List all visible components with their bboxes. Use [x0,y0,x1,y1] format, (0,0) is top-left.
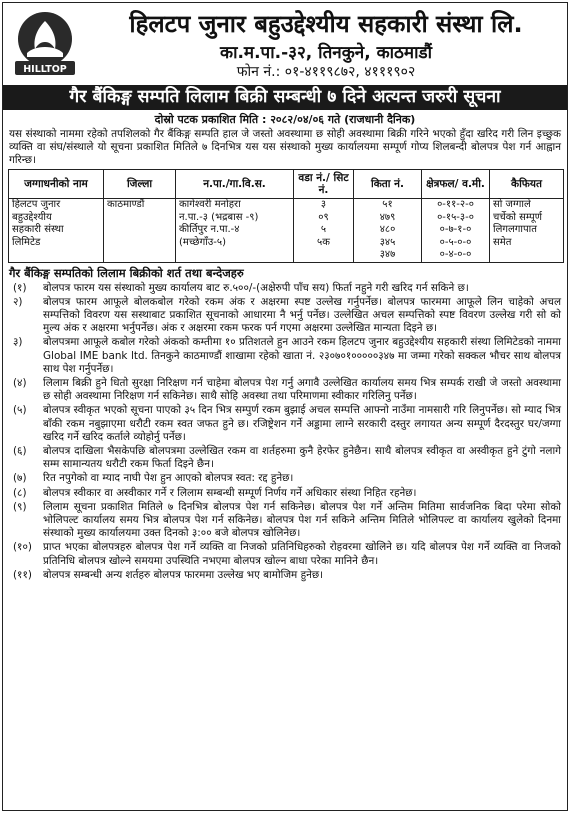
condition-item [7,445,561,471]
area-cell: ०-१५-३-० [422,212,490,225]
col-municipality: न.पा./गा.वि.स. [176,170,294,199]
ward-cell: ५क [294,237,354,250]
col-area: क्षेत्रफल/ व.मी. [422,170,490,199]
condition-item [7,336,561,376]
notice-page [2,2,568,811]
hilltop-logo [13,9,77,77]
conditions-list [3,282,567,582]
condition-item [7,282,561,295]
condition-number: (५) [13,404,27,417]
owner-line: हिलटप जुनार [9,199,104,212]
condition-number: (८) [13,486,27,499]
conditions-title: गैर बैंकिङ्ग सम्पतिको लिलाम बिक्रीको शर्त तथा बन्देजहरु [9,265,244,280]
col-district: जिल्ला [104,170,176,199]
condition-text: बोलपत्र स्वीकृत भएको सूचना पाएको ३५ दिन भित्र सम्पुर्ण रकम बुझाई अचल सम्पत्ति आफ्नो नाउँमा नामसारी गरि लिनुपर्नेछ। सो म्याद भित्र बाँकी रकम नबुझाएमा धरौटी रकम स्वत जफत हुने छ। रजिष्ट्रेशन गर्ने अड्डामा लाग्ने सरकारी दस्तुर लगायत अन्य सम्पूर्ण दैरदस्तुर घर/जग्गा खरिद गर्ने खरिद कर्ताले व्योहोर्नु पर्नेछ। [43,404,561,443]
ward-cell [294,249,354,262]
condition-text: लिलाम सूचना प्रकाशित मितिले ७ दिनभित्र बोलपत्र पेश गर्न सकिनेछ। बोलपत्र पेश गर्ने अन्तिम मितिमा सार्वजनिक बिदा परेमा सोको भोलिपल्ट कार्यालय समय भित्र बोलपत्र पेश गर्न सकिनेछ। बोलपत्र पेश गर्न सकिने अन्तिम मितिले भोलिपल्ट वा कार्यालय खुलेको दिनमा संस्थाको मुख्य कार्यालयमा उक्त दिनको ३:०० बजे बोलपत्र खोलिनेछ। [43,500,561,540]
condition-text: बोलपत्र दाखिला भैसकेपछि बोलपत्रमा उल्लेखित रकम वा शर्तहरुमा कुनै हेरफेर हुनेछैन। साथै बोलपत्र स्वीकृत वा अस्वीकृत हुने टुंगो नलागे सम्म सामान्यतय धरौटी रकम फिर्ता दिइने छैन। [43,444,561,471]
condition-text: बोलपत्र फारम आफूले बोलकबोल गरेको रकम अंक र अक्षरमा स्पष्ट उल्लेख गर्नुपर्नेछ। बोलपत्र फारममा आफूले लिन चाहेको अचल सम्पत्तिको विवरण यस सस्थाबाट प्रकाशित सूचनाको आधारमा नै भर्नु पर्नेछ। उल्लेखित अचल सम्पत्तिको स्पष्ट विवरण उल्लेख गरी सो को मुल्य अंक र अक्षरमा भर्नुपर्नेछ। अंक र अक्षरमा रकम फरक पर्न गएमा अक्षरमा उल्लेखित मान्यता दिइने छ। [43,295,561,335]
condition-number: (७) [13,472,27,485]
table-row [9,237,564,250]
condition-item [7,501,561,541]
kitta-cell: ३४७ [354,249,422,262]
property-table [8,169,564,263]
kitta-cell: ३४५ [354,237,422,250]
condition-item [7,472,561,485]
condition-item [7,296,561,336]
condition-item [7,377,561,403]
district-cell: काठमाण्डौं [104,199,176,212]
ward-cell: ०९ [294,212,354,225]
ward-cell: ५ [294,224,354,237]
municipality-line: (मच्छेगाँउ-५) [176,237,294,250]
col-kitta: किता नं. [354,170,422,199]
table-row [9,199,564,212]
table-row [9,224,564,237]
table-header-row [9,170,564,199]
area-cell: ०-४-०-० [422,249,490,262]
condition-text: बोलपत्रमा आफूले कबोल गरेको अंकको कम्तीमा १० प्रतिशतले हुन आउने रकम हिलटप जुनार बहुउद्देश्यीय सहकारी संस्था लिमिटेडको नाममा Global IME bank ltd. तिनकुने काठमाण्डौं शाखामा रहेको खाता नं. २३०७०१०००००३४७ मा जम्मा गरेको सक्कल भौचर साथ बोलपत्र साथ पेश गर्नुपर्नेछ। [43,336,561,375]
intro-paragraph: यस संस्थाको नाममा रहेको तपशिलको गैर बैंकिङ्ग सम्पति हाल जे जस्तो अवस्थामा छ सोही अवस्थामा बिक्री गरिने भएको हुँदा खरिद गरी लिन इच्छुक व्यक्ति वा संघ/संस्थाले यो सूचना प्रकाशित मितिले ७ दिनभित्र यस यस संस्थाको मुख्य कार्यालयमा सम्पूर्ण गोप्य शिलबन्दी बोलपत्र पेश गर्न आह्वान गरिन्छ। [9,128,561,166]
condition-text: बोलपत्र सम्बन्धी अन्य शर्तहरु बोलपत्र फारममा उल्लेख भए बामोजिम हुनेछ। [43,568,324,581]
condition-number: (४) [13,376,27,389]
publication-date: दोस्रो पटक प्रकाशित मिति : २०८२/०४/०६ गते (राजधानी दैनिक) [154,113,416,126]
remarks-line: समेत [490,237,564,250]
area-cell: ०-७-१-० [422,224,490,237]
condition-text: बोलपत्र फारम यस संस्थाको मुख्य कार्यालय बाट रु.५००/-(अक्षेरुपी पाँच सय) फिर्ता नहुने गरी खरिद गर्न सकिने छ। [43,281,469,294]
kitta-cell: ५१ [354,199,422,212]
condition-text: रित नपुगेको वा म्याद नाघी पेश हुन आएको बोलपत्र स्वत: रद्द हुनेछ। [43,472,294,485]
municipality-line: न.पा.-३ (भद्रबास -९) [176,212,294,225]
condition-text: बोलपत्र स्वीकार वा अस्वीकार गर्ने र लिलाम सम्बन्धी सम्पूर्ण निर्णय गर्ने अधिकार संस्था निहित रहनेछ। [43,486,417,499]
table-row [9,249,564,262]
municipality-line: कागेश्वरी मनोहरा [176,199,294,212]
area-cell: ०-११-२-० [422,199,490,212]
ward-cell: ३ [294,199,354,212]
table-row [9,212,564,225]
organization-name: हिलटप जुनार बहुउद्देश्यीय सहकारी संस्था लि. [129,10,523,38]
municipality-line: कीर्तिपुर न.पा.-४ [176,224,294,237]
remarks-line: लिगलगापात [490,224,564,237]
remarks-line: चर्चेको सम्पूर्ण [490,212,564,225]
condition-number: (६) [13,444,27,457]
condition-item [7,541,561,567]
condition-text: प्राप्त भएका बोलपत्रहरु बोलपत्र पेश गर्ने व्यक्ति वा निजको प्रतिनिधिहरुको रोहवरमा खोलिने छ। यदि बोलपत्र पेश गर्ने व्यक्ति वा निजको प्रतिनिधि बोलपत्र खोल्ने समयमा उपस्थिति नभएमा बोलपत्र खोल्न बाधा परेका मानिने छैन। [43,541,561,567]
condition-text: लिलाम बिक्री हुने धितो सुरक्षा निरिक्षण गर्न चाहेमा बोलपत्र पेश गर्नु अगावै उल्लेखित कार्यालय समय भित्र सम्पर्क राखी जे जस्तो अवस्थामा छ सोही अवस्थामा निरिक्षण गर्न सकिनेछ। साथै सोहि अवस्था तथा परिमाणमा स्वीकार गरिलिनु पर्नेछ। [43,376,561,403]
condition-number: (११) [13,568,32,581]
col-ward: वडा नं./ सिट नं. [294,170,354,199]
condition-number: २) [13,295,23,308]
col-owner: जग्गाधनीको नाम [9,170,104,199]
kitta-cell: ४८० [354,224,422,237]
owner-line: लिमिटेड [9,237,104,250]
organization-phone: फोन नं.: ०१-४११९८७२, ४१११९०२ [236,64,416,80]
condition-number: ३) [13,336,23,349]
condition-number: (१०) [13,541,32,554]
condition-item [7,569,561,582]
area-cell: ०-५-०-० [422,237,490,250]
owner-line: सहकारी संस्था [9,224,104,237]
kitta-cell: ४७९ [354,212,422,225]
svg-text:HILLTOP: HILLTOP [23,64,67,75]
remarks-line: सो जग्गाले [490,199,564,212]
organization-address: का.म.पा.-३२, तिनकुने, काठमाडौं [220,43,432,63]
col-remarks: कैफियत [490,170,564,199]
condition-item [7,404,561,444]
condition-number: (१) [13,281,27,294]
condition-item [7,487,561,500]
owner-line: बहुउद्देश्यीय [9,212,104,225]
notice-banner: गैर बैंकिङ्ग सम्पति लिलाम बिक्री सम्बन्धी ७ दिने अत्यन्त जरुरी सूचना [3,85,567,110]
notice-header [3,3,567,85]
condition-number: (९) [13,500,27,513]
